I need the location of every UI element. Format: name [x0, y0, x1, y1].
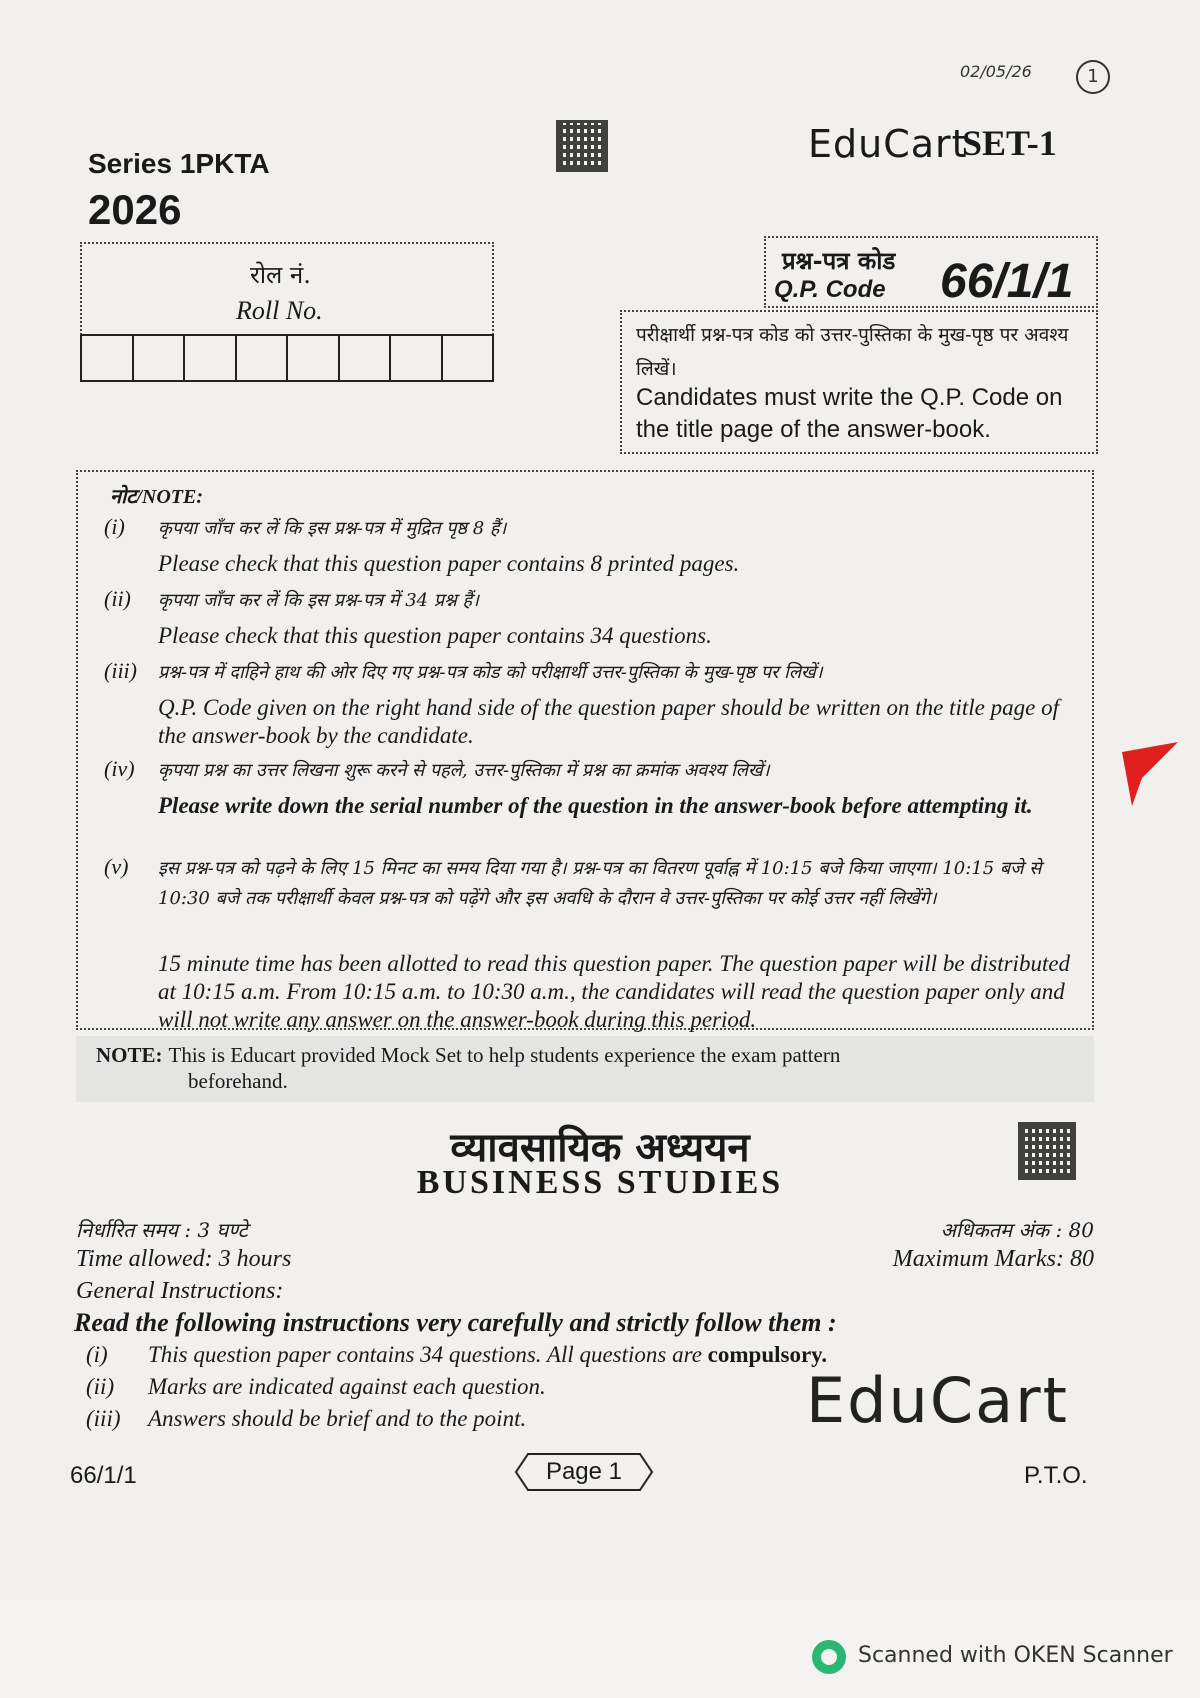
instruction-number: (i) [86, 1342, 108, 1367]
footer-qp-code: 66/1/1 [70, 1462, 137, 1489]
instruction-strong: compulsory. [707, 1342, 828, 1367]
roll-cell[interactable] [340, 336, 392, 380]
handwritten-date: 02/05/26 [960, 62, 1032, 81]
mock-note [96, 1042, 1086, 1094]
instruction-number: (iii) [86, 1406, 121, 1431]
max-marks-english: Maximum Marks: 80 [892, 1246, 1094, 1272]
note-item-hindi: कृपया जाँच कर लें कि इस प्रश्न-पत्र में मुद्रित पृष्ठ 8 हैं। [158, 518, 507, 539]
note-item-number: (i) [104, 514, 125, 539]
general-instructions-title: General Instructions: [76, 1278, 284, 1304]
set-label: SET-1 [962, 123, 1057, 163]
roll-cell[interactable] [288, 336, 340, 380]
page-number-label [514, 1452, 654, 1492]
year-label: 2026 [88, 186, 182, 233]
roll-cell[interactable] [443, 336, 493, 380]
series-label: Series 1PKTA [88, 148, 270, 179]
note-item-english: 15 minute time has been allotted to read this question paper. The question paper will be distributed at 10:15 a.m. From 10:15 a.m. to 10:30 a.m., the candidates will read the question paper only and will not write any answer on the answer-book during this period. [158, 951, 1071, 1032]
red-flag-icon [1122, 742, 1178, 806]
time-allowed-english: Time allowed: 3 hours [76, 1246, 292, 1272]
time-allowed-hindi: निर्धारित समय : 3 घण्टे [76, 1218, 248, 1242]
brand-logo-large: EduCart [806, 1364, 1069, 1437]
candidate-instruction-english: Candidates must write the Q.P. Code on the title page of the answer-book. [636, 384, 1063, 443]
qr-code-icon [556, 120, 608, 172]
note-item-english: Please write down the serial number of the question in the answer-book before attempting it. [158, 793, 1033, 818]
qp-label-hindi: प्रश्न-पत्र कोड [782, 246, 896, 275]
mock-note-label: NOTE: [96, 1043, 163, 1067]
roll-cell[interactable] [391, 336, 443, 380]
note-item-english: Please check that this question paper contains 8 printed pages. [158, 551, 740, 576]
note-item-hindi: कृपया जाँच कर लें कि इस प्रश्न-पत्र में 34 प्रश्न हैं। [158, 590, 479, 611]
mock-note-line2: beforehand. [188, 1069, 288, 1093]
roll-label-hindi: रोल नं. [250, 261, 311, 289]
mock-note-line1: This is Educart provided Mock Set to help students experience the exam pattern [168, 1043, 841, 1067]
subject-title-hindi: व्यावसायिक अध्ययन [450, 1124, 750, 1171]
note-item-hindi: प्रश्न-पत्र में दाहिने हाथ की ओर दिए गए प्रश्न-पत्र कोड को परीक्षार्थी उत्तर-पुस्तिका के मुख-पृष्ठ पर लिखें। [158, 662, 823, 683]
roll-number-cells[interactable] [80, 334, 494, 382]
scanner-logo-icon [812, 1640, 846, 1674]
note-item-number: (v) [104, 854, 129, 879]
page-number: Page 1 [545, 1458, 623, 1485]
instruction-text: Marks are indicated against each question. [148, 1374, 546, 1399]
scanner-watermark: Scanned with OKEN Scanner [858, 1643, 1173, 1668]
note-item-number: (ii) [104, 586, 131, 611]
candidate-instruction-hindi: परीक्षार्थी प्रश्न-पत्र कोड को उत्तर-पुस्तिका के मुख-पृष्ठ पर अवश्य लिखें। [636, 324, 1069, 380]
note-item-number: (iii) [104, 658, 137, 683]
instruction-text: Answers should be brief and to the point. [148, 1406, 527, 1431]
note-item-english: Q.P. Code given on the right hand side of the question paper should be written on the title page of the answer-book by the candidate. [158, 695, 1059, 748]
roll-cell[interactable] [237, 336, 289, 380]
roll-label-english: Roll No. [236, 296, 323, 325]
note-item-hindi: इस प्रश्न-पत्र को पढ़ने के लिए 15 मिनट का समय दिया गया है। प्रश्न-पत्र का वितरण पूर्वाह्न में 10:15 बजे किया जाएगा। 10:15 बजे से 10:30 बजे तक परीक्षार्थी केवल प्रश्न-पत्र को पढ़ेंगे और इस अवधि के दौरान वे उत्तर-पुस्तिका पर कोई उत्तर नहीं लिखेंगे। [158, 858, 1042, 909]
instruction-number: (ii) [86, 1374, 115, 1399]
brand-logo-top: EduCart [808, 122, 968, 166]
roll-cell[interactable] [82, 336, 134, 380]
subject-title-english: BUSINESS STUDIES [416, 1164, 784, 1201]
read-instructions: Read the following instructions very carefully and strictly follow them : [74, 1308, 837, 1337]
handwritten-page-mark: 1 [1076, 60, 1110, 94]
roll-cell[interactable] [134, 336, 186, 380]
qr-code-icon [1018, 1122, 1076, 1180]
note-heading: नोट/NOTE: [110, 486, 204, 508]
note-item-hindi: कृपया प्रश्न का उत्तर लिखना शुरू करने से पहले, उत्तर-पुस्तिका में प्रश्न का क्रमांक अवश्य लिखें। [158, 760, 770, 781]
pto-label: P.T.O. [1024, 1462, 1088, 1489]
roll-cell[interactable] [185, 336, 237, 380]
qp-label-english: Q.P. Code [774, 276, 886, 303]
note-item-english: Please check that this question paper contains 34 questions. [158, 623, 712, 648]
note-item-number: (iv) [104, 756, 135, 781]
qp-code: 66/1/1 [940, 255, 1074, 308]
max-marks-hindi: अधिकतम अंक : 80 [940, 1218, 1094, 1242]
instruction-text: This question paper contains 34 questions. All questions are [148, 1342, 702, 1367]
